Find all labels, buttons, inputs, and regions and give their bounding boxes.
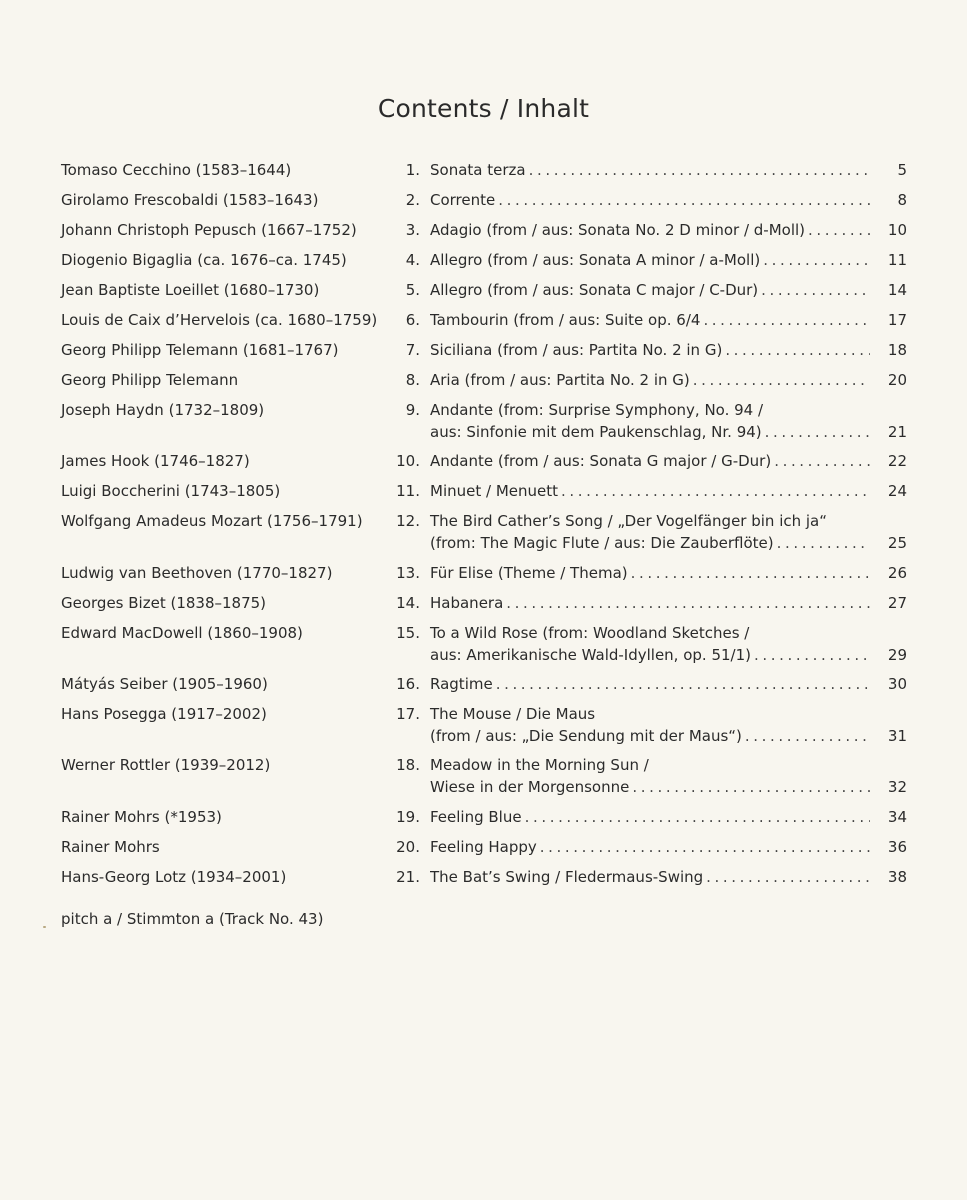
composer-name: Werner Rottler (1939–2012) (61, 756, 271, 774)
piece-number: 17. (396, 705, 420, 723)
dot-leader (760, 251, 870, 269)
dot-leader (629, 778, 870, 796)
piece-title-line (430, 512, 907, 534)
piece-number: 9. (405, 401, 420, 419)
page-number: 30 (887, 675, 907, 693)
dot-leader (742, 727, 870, 745)
piece-title-line (430, 534, 907, 556)
piece-title: (from / aus: „Die Sendung mit der Maus“) (430, 727, 742, 745)
piece-title: Adagio (from / aus: Sonata No. 2 D minor / d-Moll) (430, 221, 806, 239)
composer-name: Luigi Boccherini (1743–1805) (61, 482, 281, 500)
piece-title: The Bat’s Swing / Fledermaus-Swing (430, 868, 704, 886)
piece-number: 10. (396, 452, 420, 470)
dot-leader (503, 594, 870, 612)
piece-number: 13. (396, 564, 420, 582)
piece-title-line (430, 281, 907, 303)
piece-title-line (430, 756, 907, 778)
composer-name: Hans-Georg Lotz (1934–2001) (61, 868, 287, 886)
piece-title-line (430, 341, 907, 363)
page-number: 20 (887, 371, 907, 389)
piece-number: 19. (396, 808, 420, 826)
page-number: 29 (887, 646, 907, 664)
page-number: 25 (887, 534, 907, 552)
piece-title-line (430, 251, 907, 273)
dot-leader (690, 371, 870, 389)
piece-title: Allegro (from / aus: Sonata A minor / a-Moll) (430, 251, 761, 269)
dot-leader (493, 675, 870, 693)
piece-number: 20. (396, 838, 420, 856)
piece-title: Minuet / Menuett (430, 482, 558, 500)
paper-speck (43, 926, 46, 928)
composer-name: Edward MacDowell (1860–1908) (61, 624, 303, 642)
page-number: 27 (887, 594, 907, 612)
composer-name: Diogenio Bigaglia (ca. 1676–ca. 1745) (61, 251, 347, 269)
piece-title-line (430, 624, 907, 646)
dot-leader (758, 281, 870, 299)
piece-title: The Mouse / Die Maus (430, 705, 596, 723)
piece-title-line (430, 646, 907, 668)
dot-leader (537, 838, 870, 856)
piece-number: 1. (405, 161, 420, 179)
piece-title: Allegro (from / aus: Sonata C major / C-Dur) (430, 281, 759, 299)
piece-title-line (430, 564, 907, 586)
page-number: 32 (887, 778, 907, 796)
dot-leader (526, 161, 870, 179)
page-number: 38 (887, 868, 907, 886)
piece-title: (from: The Magic Flute / aus: Die Zauberflöte) (430, 534, 774, 552)
composer-name: Rainer Mohrs (*1953) (61, 808, 222, 826)
piece-title: Aria (from / aus: Partita No. 2 in G) (430, 371, 690, 389)
piece-number: 5. (405, 281, 420, 299)
piece-title-line (430, 705, 907, 727)
page-title: Contents / Inhalt (377, 94, 590, 123)
page-number: 17 (887, 311, 907, 329)
piece-number: 12. (396, 512, 420, 530)
composer-name: Joseph Haydn (1732–1809) (61, 401, 265, 419)
composer-name: Tomaso Cecchino (1583–1644) (61, 161, 292, 179)
piece-title: Tambourin (from / aus: Suite op. 6/4 (430, 311, 701, 329)
piece-title: The Bird Cather’s Song / „Der Vogelfänger bin ich ja“ (430, 512, 828, 530)
page-number: 24 (887, 482, 907, 500)
piece-title: Sonata terza (430, 161, 526, 179)
composer-name: Mátyás Seiber (1905–1960) (61, 675, 268, 693)
piece-number: 8. (405, 371, 420, 389)
piece-title: aus: Sinfonie mit dem Paukenschlag, Nr. 94) (430, 423, 762, 441)
piece-title: Feeling Happy (430, 838, 537, 856)
piece-title-line (430, 594, 907, 616)
piece-title: Ragtime (430, 675, 493, 693)
piece-title-line (430, 423, 907, 445)
composer-name: Wolfgang Amadeus Mozart (1756–1791) (61, 512, 363, 530)
page-number: 18 (887, 341, 907, 359)
dot-leader (774, 534, 870, 552)
piece-title-line (430, 675, 907, 697)
page-number: 10 (887, 221, 907, 239)
piece-title: Corrente (430, 191, 496, 209)
piece-title-line (430, 868, 907, 890)
piece-title: Andante (from: Surprise Symphony, No. 94 / (430, 401, 764, 419)
composer-name: Georges Bizet (1838–1875) (61, 594, 267, 612)
piece-title-line (430, 191, 907, 213)
composer-name: Georg Philipp Telemann (1681–1767) (61, 341, 339, 359)
piece-title: Siciliana (from / aus: Partita No. 2 in G) (430, 341, 723, 359)
piece-title: Habanera (430, 594, 504, 612)
composer-name: Rainer Mohrs (61, 838, 160, 856)
piece-number: 2. (405, 191, 420, 209)
piece-number: 6. (405, 311, 420, 329)
piece-number: 4. (405, 251, 420, 269)
piece-title: Meadow in the Morning Sun / (430, 756, 649, 774)
piece-title: Wiese in der Morgensonne (430, 778, 630, 796)
dot-leader (700, 311, 870, 329)
page-number: 36 (887, 838, 907, 856)
dot-leader (522, 808, 870, 826)
composer-name: Jean Baptiste Loeillet (1680–1730) (61, 281, 320, 299)
piece-title-line (430, 311, 907, 333)
piece-title-line (430, 221, 907, 243)
dot-leader (722, 341, 870, 359)
page-number: 8 (897, 191, 907, 209)
piece-title-line (430, 808, 907, 830)
piece-title-line (430, 401, 907, 423)
piece-number: 7. (405, 341, 420, 359)
dot-leader (771, 452, 870, 470)
composer-name: Girolamo Frescobaldi (1583–1643) (61, 191, 319, 209)
page-number: 21 (887, 423, 907, 441)
piece-number: 14. (396, 594, 420, 612)
dot-leader (558, 482, 870, 500)
piece-number: 16. (396, 675, 420, 693)
page-number: 14 (887, 281, 907, 299)
piece-number: 18. (396, 756, 420, 774)
piece-title-line (430, 371, 907, 393)
dot-leader (751, 646, 870, 664)
composer-name: James Hook (1746–1827) (61, 452, 250, 470)
piece-number: 15. (396, 624, 420, 642)
dot-leader (762, 423, 870, 441)
piece-title-line (430, 727, 907, 749)
piece-title: Andante (from / aus: Sonata G major / G-Dur) (430, 452, 772, 470)
piece-title-line (430, 161, 907, 183)
dot-leader (805, 221, 870, 239)
page-number: 26 (887, 564, 907, 582)
piece-title-line (430, 482, 907, 504)
page-number: 34 (887, 808, 907, 826)
dot-leader (703, 868, 870, 886)
dot-leader (495, 191, 870, 209)
piece-title-line (430, 838, 907, 860)
piece-title-line (430, 452, 907, 474)
piece-number: 3. (405, 221, 420, 239)
dot-leader (628, 564, 870, 582)
piece-number: 11. (396, 482, 420, 500)
page-number: 31 (887, 727, 907, 745)
page-number: 5 (897, 161, 907, 179)
page-number: 22 (887, 452, 907, 470)
piece-title: Feeling Blue (430, 808, 522, 826)
composer-name: Ludwig van Beethoven (1770–1827) (61, 564, 333, 582)
composer-name: Georg Philipp Telemann (61, 371, 239, 389)
piece-title: To a Wild Rose (from: Woodland Sketches / (430, 624, 750, 642)
composer-name: Johann Christoph Pepusch (1667–1752) (61, 221, 357, 239)
composer-name: Louis de Caix d’Hervelois (ca. 1680–1759) (61, 311, 378, 329)
piece-number: 21. (396, 868, 420, 886)
piece-title: Für Elise (Theme / Thema) (430, 564, 628, 582)
composer-name: Hans Posegga (1917–2002) (61, 705, 267, 723)
page-number: 11 (887, 251, 907, 269)
piece-title-line (430, 778, 907, 800)
footnote: pitch a / Stimmton a (Track No. 43) (61, 910, 324, 928)
piece-title: aus: Amerikanische Wald-Idyllen, op. 51/1) (430, 646, 751, 664)
